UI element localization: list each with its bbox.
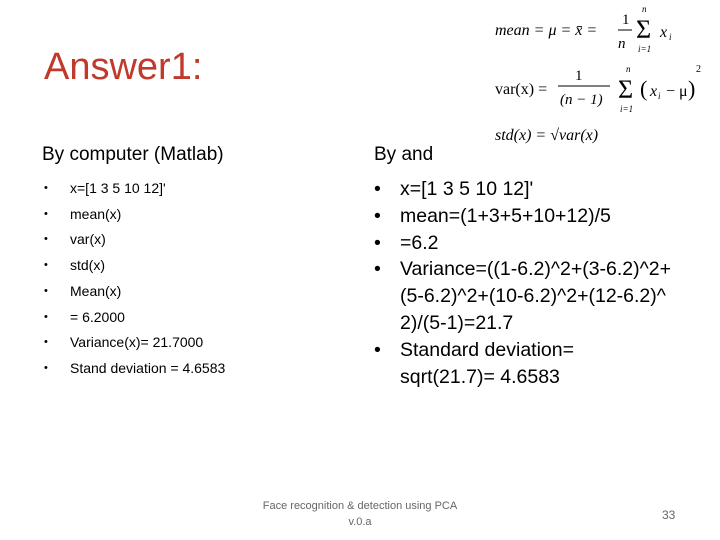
svg-text:n: n (618, 36, 626, 52)
left-column-heading: By computer (Matlab) (42, 144, 224, 165)
list-item: • Stand deviation = 4.6583 (42, 356, 342, 382)
svg-text:): ) (688, 76, 696, 101)
formula-mean-lhs: mean = μ = x̄ = (495, 22, 598, 39)
footer-text (240, 498, 480, 530)
svg-text:1: 1 (622, 12, 630, 28)
right-column-heading: By and (374, 144, 434, 165)
list-item: • Variance(x)= 21.7000 (42, 330, 342, 356)
list-item: • var(x) (42, 227, 342, 253)
svg-text:n: n (626, 64, 631, 74)
list-item: • = 6.2000 (42, 305, 342, 331)
svg-text:2: 2 (696, 64, 701, 75)
svg-text:i: i (669, 32, 672, 42)
page-number: 33 (662, 508, 676, 522)
hand-steps-list (374, 176, 674, 390)
formula-image (490, 0, 720, 150)
svg-text:x: x (660, 24, 668, 41)
svg-text:(: ( (640, 76, 648, 101)
svg-text:Σ: Σ (618, 75, 634, 104)
svg-text:(n − 1): (n − 1) (560, 92, 603, 108)
list-item: • x=[1 3 5 10 12]' (42, 176, 342, 202)
svg-text:1: 1 (575, 68, 583, 84)
svg-text:x: x (650, 83, 658, 100)
svg-text:n: n (642, 4, 647, 14)
formula-var-lhs: var(x) = (495, 81, 548, 98)
svg-text:i=1: i=1 (620, 104, 634, 114)
list-item: • Mean(x) (42, 279, 342, 305)
list-item: • x=[1 3 5 10 12]' (374, 176, 674, 203)
list-item: • std(x) (42, 253, 342, 279)
list-item: • Variance=((1-6.2)^2+(3-6.2)^2+(5-6.2)^2+(10-6.2)^2+(12-6.2)^2)/(5-1)=21.7 (374, 256, 674, 336)
svg-text:i: i (658, 91, 661, 101)
slide-title: Answer1: (44, 46, 203, 88)
footer-line-1: Face recognition & detection using PCA (262, 500, 458, 512)
list-item: • Standard deviation= sqrt(21.7)= 4.6583 (374, 337, 674, 391)
footer-line-2: v.0.a (348, 516, 372, 528)
list-item: • mean(x) (42, 202, 342, 228)
svg-text:Σ: Σ (636, 15, 652, 44)
formula-std-lhs: std(x) = √var(x) (495, 127, 599, 144)
svg-text:i=1: i=1 (638, 44, 652, 54)
svg-text:− μ: − μ (666, 83, 688, 100)
list-item: • =6.2 (374, 230, 674, 257)
matlab-steps-list (42, 176, 342, 382)
list-item: • mean=(1+3+5+10+12)/5 (374, 203, 674, 230)
